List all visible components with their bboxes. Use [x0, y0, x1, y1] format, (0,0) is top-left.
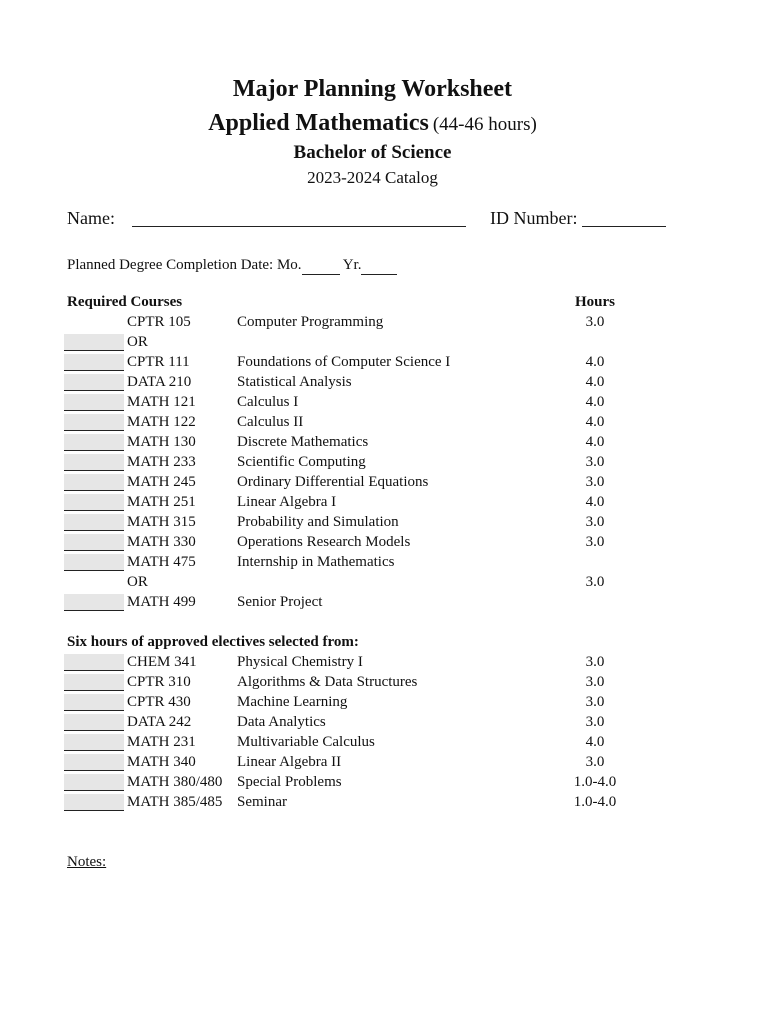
course-checkbox[interactable]: [64, 354, 124, 371]
course-title: Seminar: [237, 794, 287, 810]
course-code: MATH 330: [127, 534, 196, 550]
course-checkbox[interactable]: [64, 394, 124, 411]
course-checkbox[interactable]: [64, 514, 124, 531]
course-hours: 4.0: [585, 494, 605, 510]
course-code: MATH 385/485: [127, 794, 223, 810]
course-code: CPTR 105: [127, 314, 191, 330]
hours-heading: Hours: [574, 294, 615, 310]
course-row: [0, 314, 770, 334]
id-label: ID Number:: [490, 208, 578, 228]
course-title: Special Problems: [237, 774, 342, 790]
course-code: MATH 121: [127, 394, 196, 410]
name-label: Name:: [67, 208, 115, 228]
course-hours: 1.0-4.0: [573, 774, 617, 790]
course-row: [0, 494, 770, 514]
course-title: Discrete Mathematics: [237, 434, 369, 450]
program-hours: (44-46 hours): [432, 114, 537, 135]
page-title: Major Planning Worksheet: [232, 76, 513, 102]
course-checkbox[interactable]: [64, 734, 124, 751]
course-title: Machine Learning: [237, 694, 348, 710]
course-title: Multivariable Calculus: [237, 734, 375, 750]
completion-month-field[interactable]: [302, 257, 340, 275]
course-title: Computer Programming: [237, 314, 384, 330]
course-row: [0, 694, 770, 714]
course-row: [0, 414, 770, 434]
course-title: Internship in Mathematics: [237, 554, 395, 570]
course-row: [0, 534, 770, 554]
course-checkbox[interactable]: [64, 754, 124, 771]
course-hours: 3.0: [585, 514, 605, 530]
course-title: Probability and Simulation: [237, 514, 399, 530]
course-hours: 3.0: [585, 674, 605, 690]
course-hours: 3.0: [585, 314, 605, 330]
course-row: [0, 654, 770, 674]
course-row: [0, 674, 770, 694]
course-code: MATH 233: [127, 454, 196, 470]
course-row: [0, 774, 770, 794]
course-checkbox[interactable]: [64, 474, 124, 491]
course-checkbox[interactable]: [64, 454, 124, 471]
course-row: [0, 514, 770, 534]
course-code: MATH 245: [127, 474, 196, 490]
course-code: CPTR 310: [127, 674, 191, 690]
course-checkbox[interactable]: [64, 674, 124, 691]
course-checkbox[interactable]: [64, 694, 124, 711]
completion-date-label: Planned Degree Completion Date: Mo.: [67, 257, 302, 273]
course-title: Data Analytics: [237, 714, 326, 730]
course-title: Ordinary Differential Equations: [237, 474, 429, 490]
course-title: Linear Algebra I: [237, 494, 337, 510]
course-code: MATH 122: [127, 414, 196, 430]
course-title: Statistical Analysis: [237, 374, 352, 390]
name-field[interactable]: [132, 226, 466, 227]
course-code: DATA 210: [127, 374, 192, 390]
course-title: Operations Research Models: [237, 534, 411, 550]
course-code: MATH 380/480: [127, 774, 223, 790]
course-checkbox[interactable]: [64, 434, 124, 451]
course-hours: 3.0: [585, 754, 605, 770]
course-row: [0, 554, 770, 574]
course-row: [0, 354, 770, 374]
course-checkbox[interactable]: [64, 794, 124, 811]
course-row: [0, 594, 770, 614]
course-row: [0, 714, 770, 734]
electives-heading: Six hours of approved electives selected from:: [67, 634, 359, 650]
course-code: OR: [127, 574, 148, 590]
course-hours: 3.0: [585, 454, 605, 470]
course-code: OR: [127, 334, 148, 350]
course-title: Linear Algebra II: [237, 754, 342, 770]
completion-year-field[interactable]: [361, 257, 397, 275]
course-hours: 4.0: [585, 734, 605, 750]
course-code: MATH 340: [127, 754, 196, 770]
course-title: Physical Chemistry I: [237, 654, 363, 670]
required-courses-heading: Required Courses: [67, 294, 183, 310]
completion-date-row: [67, 257, 397, 275]
course-hours: 3.0: [585, 534, 605, 550]
course-checkbox[interactable]: [64, 594, 124, 611]
notes-label: Notes:: [67, 854, 107, 870]
catalog-year: 2023-2024 Catalog: [307, 168, 438, 187]
course-code: MATH 499: [127, 594, 196, 610]
course-code: DATA 242: [127, 714, 192, 730]
course-hours: 4.0: [585, 354, 605, 370]
course-hours: 4.0: [585, 394, 605, 410]
course-title: Scientific Computing: [237, 454, 366, 470]
course-code: CPTR 430: [127, 694, 191, 710]
course-title: Foundations of Computer Science I: [237, 354, 451, 370]
course-hours: 3.0: [585, 474, 605, 490]
course-row: [0, 334, 770, 354]
course-row: [0, 454, 770, 474]
course-hours: 1.0-4.0: [573, 794, 617, 810]
course-hours: 3.0: [585, 694, 605, 710]
course-row: [0, 734, 770, 754]
course-title: Algorithms & Data Structures: [237, 674, 418, 690]
course-code: MATH 231: [127, 734, 196, 750]
course-code: CPTR 111: [127, 354, 190, 370]
course-row: [0, 754, 770, 774]
course-row: [0, 794, 770, 814]
course-hours: 3.0: [585, 654, 605, 670]
course-checkbox[interactable]: [64, 714, 124, 731]
course-hours: 4.0: [585, 434, 605, 450]
course-title: Senior Project: [237, 594, 323, 610]
course-checkbox[interactable]: [64, 494, 124, 511]
course-checkbox[interactable]: [64, 374, 124, 391]
course-row: [0, 434, 770, 454]
course-row: [0, 374, 770, 394]
program-title: [0, 110, 745, 137]
course-checkbox[interactable]: [64, 334, 124, 351]
course-code: MATH 315: [127, 514, 196, 530]
course-hours: 3.0: [585, 574, 605, 590]
course-checkbox[interactable]: [64, 414, 124, 431]
course-hours: 3.0: [585, 714, 605, 730]
course-checkbox[interactable]: [64, 774, 124, 791]
course-hours: 4.0: [585, 374, 605, 390]
course-code: MATH 475: [127, 554, 196, 570]
id-number-field[interactable]: [582, 226, 666, 227]
degree-label: Bachelor of Science: [293, 142, 452, 163]
course-checkbox[interactable]: [64, 534, 124, 551]
course-row: [0, 394, 770, 414]
completion-year-label: Yr.: [339, 257, 362, 273]
course-title: Calculus II: [237, 414, 304, 430]
program-name: Applied Mathematics: [208, 110, 429, 136]
course-checkbox[interactable]: [64, 654, 124, 671]
course-code: MATH 251: [127, 494, 196, 510]
course-checkbox[interactable]: [64, 554, 124, 571]
course-hours: 4.0: [585, 414, 605, 430]
course-row: [0, 574, 770, 594]
course-title: Calculus I: [237, 394, 299, 410]
course-code: MATH 130: [127, 434, 196, 450]
course-code: CHEM 341: [127, 654, 197, 670]
course-row: [0, 474, 770, 494]
